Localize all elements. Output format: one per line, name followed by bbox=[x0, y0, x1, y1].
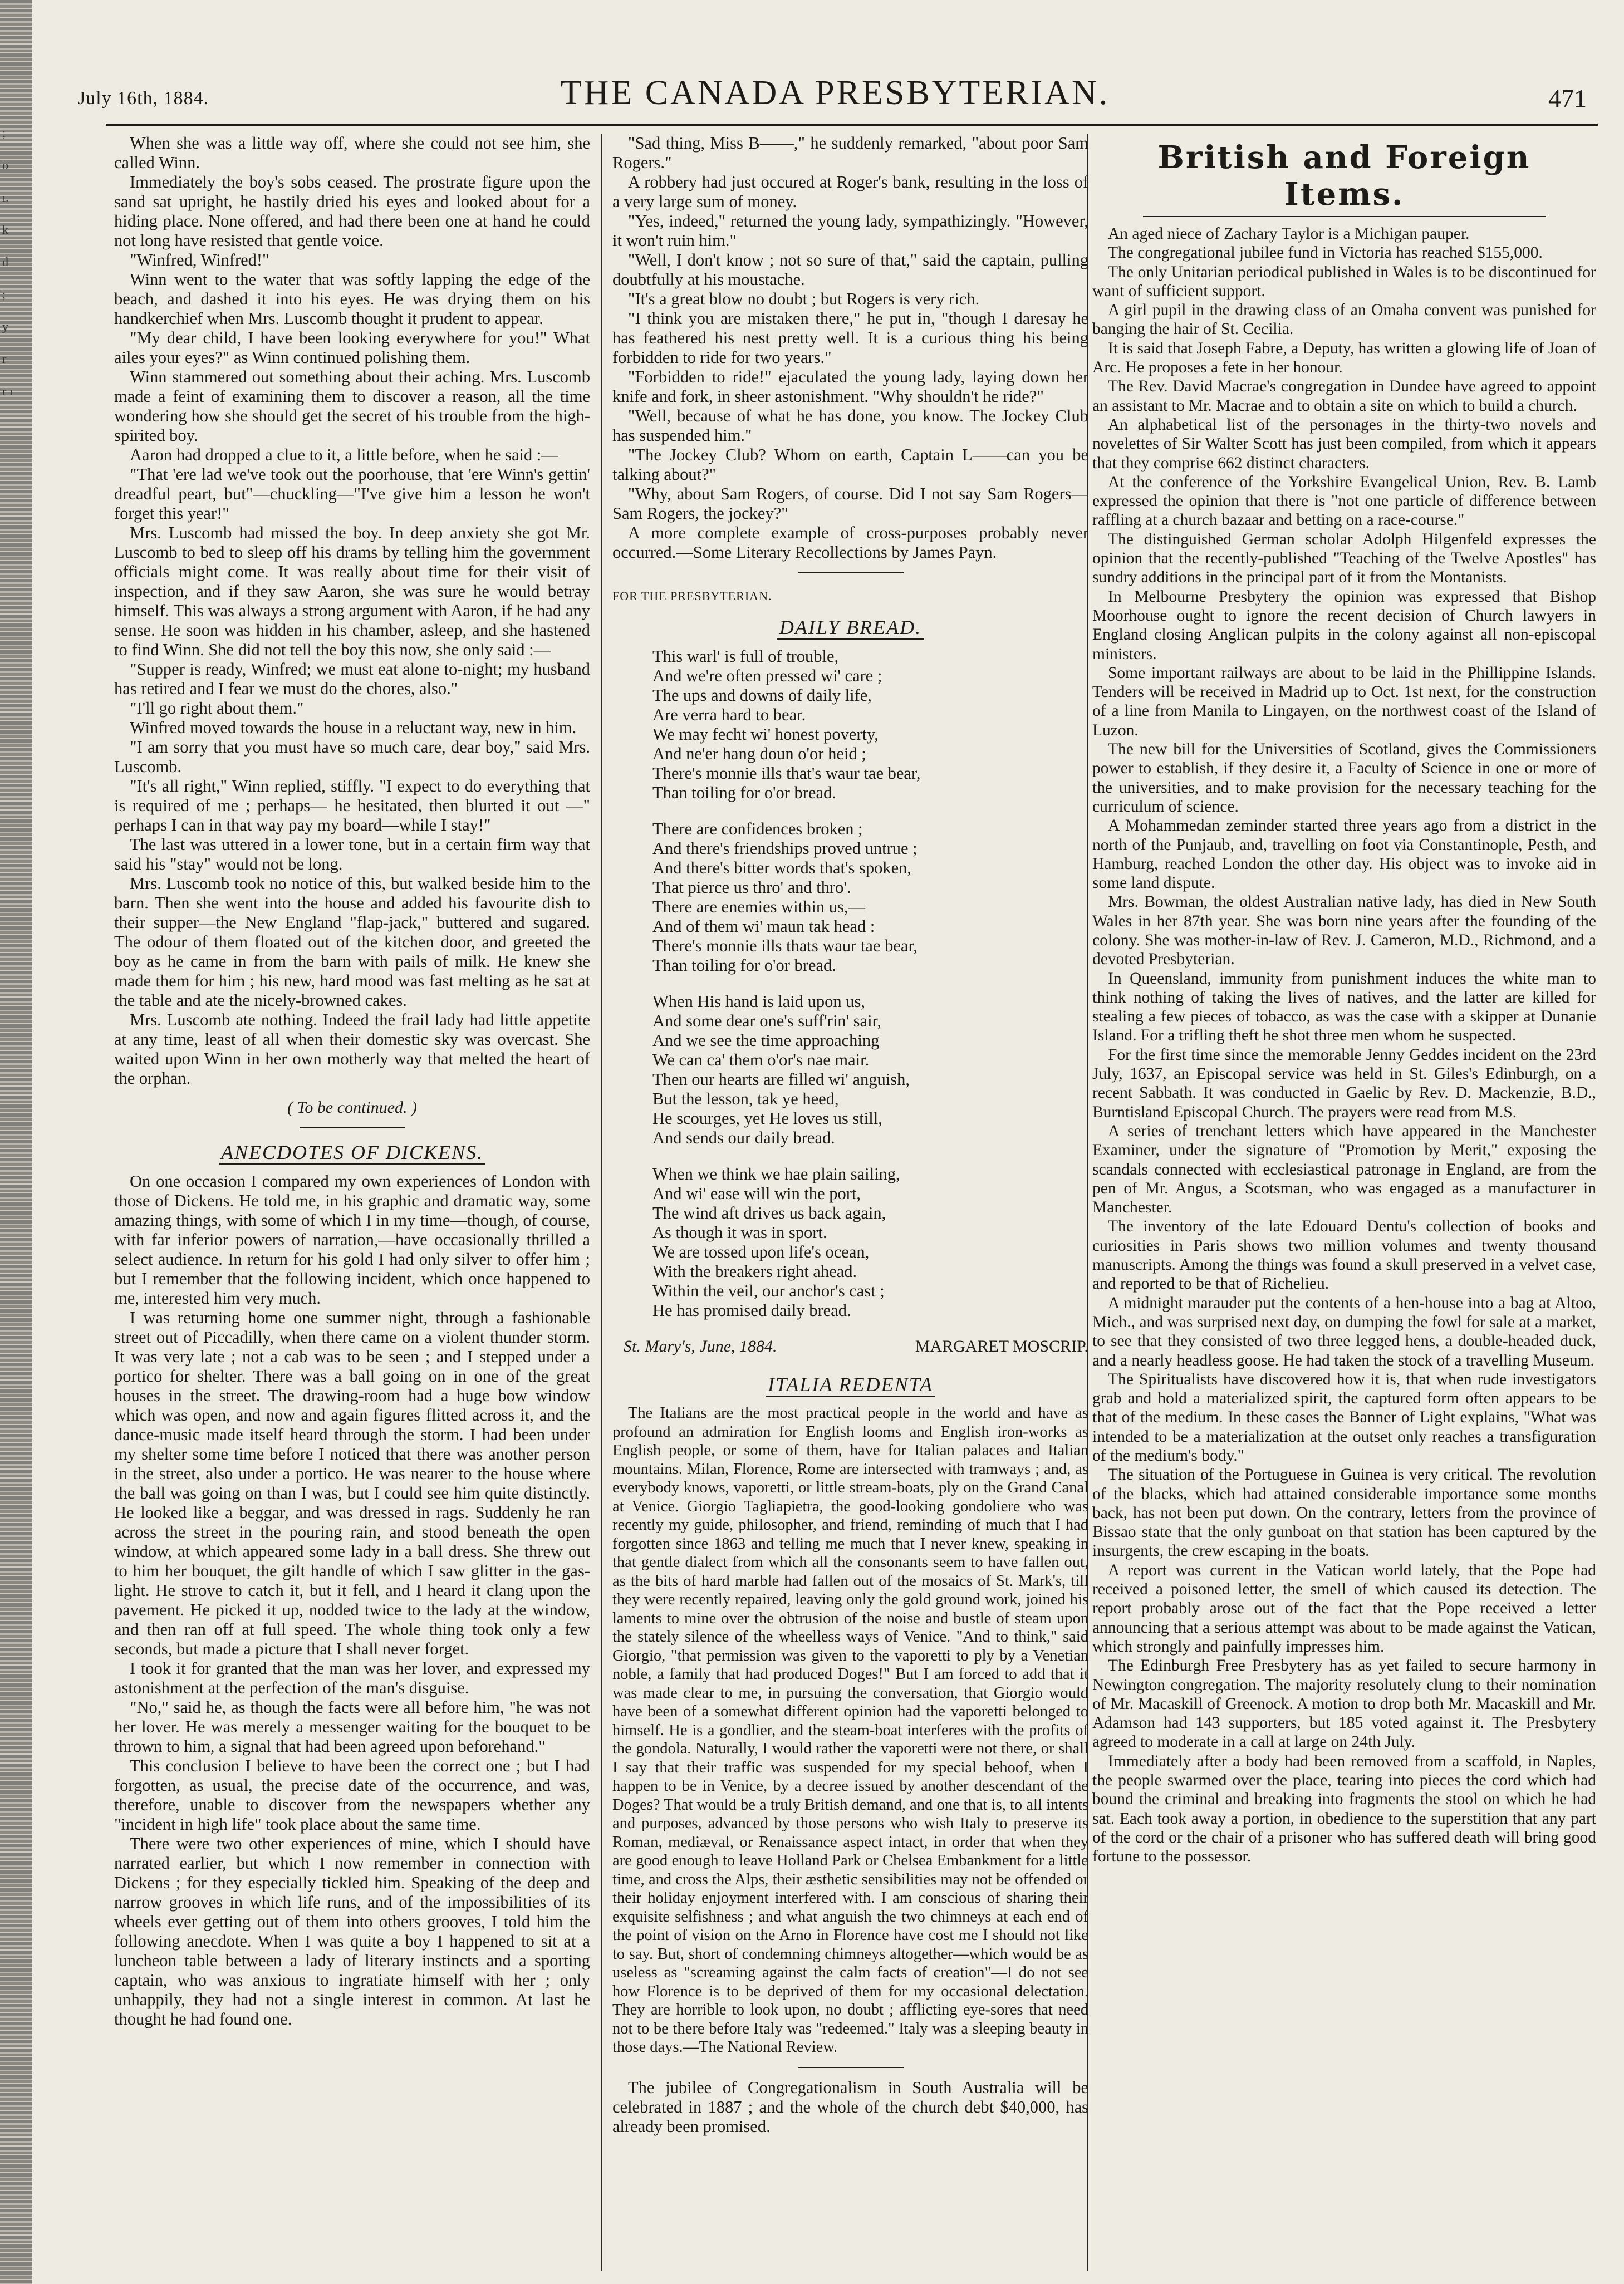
poem-signature bbox=[624, 1337, 1088, 1356]
margin-marks: ; o ı. k d ; y r r ı bbox=[2, 126, 13, 398]
poem-line: Then our hearts are filled wi' anguish, bbox=[652, 1070, 910, 1089]
poem-line: Than toiling for o'or bread. bbox=[652, 956, 836, 975]
story-paragraph: Winn went to the water that was softly lapping the edge of the beach, and dashed it into his eyes. He was drying them on his handkerchief when Mrs. Luscomb thought it prudent to appear. bbox=[114, 270, 590, 328]
poem-stanza bbox=[652, 819, 1088, 975]
story-paragraph: "That 'ere lad we've took out the poorhouse, that 'ere Winn's gettin' dreadful peart, but"—chuckling—"I've give him a lesson he won't forget this year!" bbox=[114, 465, 590, 523]
poem-line: And of them wi' maun tak head : bbox=[652, 917, 875, 936]
header-rule bbox=[106, 124, 1598, 126]
serial-story bbox=[114, 134, 590, 1088]
anecdote-paragraph: "Forbidden to ride!" ejaculated the young lady, laying down her knife and fork, in sheer astonishment. "Why shouldn't he ride?" bbox=[612, 367, 1088, 406]
poem-line: And there's friendships proved untrue ; bbox=[652, 839, 918, 858]
poem-line: And we see the time approaching bbox=[652, 1031, 880, 1050]
news-item: In Melbourne Presbytery the opinion was expressed that Bishop Moorhouse ought to ignore the recent decision of Church lawyers in England closing Anglican pulpits in the colony against all non-episcopal ministers. bbox=[1092, 587, 1596, 663]
to-be-continued: ( To be continued. ) bbox=[287, 1098, 418, 1117]
news-item: At the conference of the Yorkshire Evangelical Union, Rev. B. Lamb expressed the opinion that there is "not one particle of difference between raffling at a church bazaar and betting on a race-course." bbox=[1092, 473, 1596, 529]
story-paragraph: Aaron had dropped a clue to it, a little before, when he said :— bbox=[130, 445, 558, 464]
anecdote-paragraph: A more complete example of cross-purposes probably never occurred.—Some Literary Recollections by James Payn. bbox=[612, 523, 1088, 562]
poem-line: There's monnie ills thats waur tae bear, bbox=[652, 936, 918, 955]
news-item: A girl pupil in the drawing class of an Omaha convent was punished for banging the hair of St. Cecilia. bbox=[1092, 301, 1596, 338]
story-paragraph: "My dear child, I have been looking everywhere for you!" What ailes your eyes?" as Winn continued polishing them. bbox=[114, 328, 590, 367]
poem-line: We are tossed upon life's ocean, bbox=[652, 1242, 870, 1261]
story-paragraph: Mrs. Luscomb ate nothing. Indeed the frail lady had little appetite at any time, least of all when their domestic sky was overcast. She waited upon Winn in her own motherly way that melted the heart of the orphan. bbox=[114, 1010, 590, 1088]
poem-line: Are verra hard to bear. bbox=[652, 705, 806, 724]
poem-line: Than toiling for o'or bread. bbox=[652, 783, 836, 802]
news-item: An alphabetical list of the personages in the thirty-two novels and novelettes of Sir Walter Scott has just been compiled, from which it appears that they comprise 662 distinct characters. bbox=[1092, 415, 1596, 472]
newspaper-title: THE CANADA PRESBYTERIAN. bbox=[560, 74, 1110, 112]
news-item: Immediately after a body had been removed from a scaffold, in Naples, the people swarmed over the place, tearing into pieces the cord which had bound the criminal and breaking into fragments the stool on which he had sat. Each took away a portion, in obedience to the superstition that any part of the cord or the chair of a prisoner who has suffered death will bring good fortune to the possessor. bbox=[1092, 1752, 1596, 1866]
poem-line: That pierce us thro' and thro'. bbox=[652, 878, 851, 897]
poem-line: He has promised daily bread. bbox=[652, 1301, 851, 1320]
anecdote-paragraph: "No," said he, as though the facts were all before him, "he was not her lover. He was merely a messenger waiting for the bouquet to be thrown to him, a signal that had been agreed upon beforehand." bbox=[114, 1698, 590, 1756]
news-section-heading: British and Foreign Items. bbox=[1157, 139, 1531, 213]
story-paragraph: "I'll go right about them." bbox=[130, 699, 304, 718]
anecdote-paragraph: "The Jockey Club? Whom on earth, Captain L——can you be talking about?" bbox=[612, 445, 1088, 484]
poem-line: There are enemies within us,— bbox=[652, 897, 865, 916]
poem-line: The ups and downs of daily life, bbox=[652, 686, 872, 705]
anecdote-paragraph: There were two other experiences of mine, which I should have narrated earlier, but which I now remember in connection with Dickens ; for they especially tickled him. Speaking of the deep and narrow grooves in which life runs, and of the impossibilities of its wheels ever getting out of them into others grooves, I told him the following anecdote. When I was quite a boy I happened to sit at a luncheon table between a lady of literary instincts and a sporting captain, who was anxious to ingratiate himself with her ; only unhappily, they had not a single interest in common. At last he thought he had found one. bbox=[114, 1834, 590, 2028]
page-number: 471 bbox=[1548, 84, 1587, 112]
news-item: The situation of the Portuguese in Guinea is very critical. The revolution of the blacks, which had attained considerable importance some months back, has not been put down. On the contrary, letters from the province of Bissao state that the only gunboat on that station has been captured by the insurgents, the crew escaping in the boats. bbox=[1092, 1466, 1596, 1560]
story-paragraph: "Supper is ready, Winfred; we must eat alone to-night; my husband has retired and I fear we must do the chores, also." bbox=[114, 660, 590, 698]
poem-line: And we're often pressed wi' care ; bbox=[652, 666, 882, 685]
poem-line: The wind aft drives us back again, bbox=[652, 1204, 886, 1222]
anecdote-paragraph: On one occasion I compared my own experiences of London with those of Dickens. He told me, in his graphic and dramatic way, some amazing things, with some of which I in my time—though, of course, with far inferior powers of narration,—have occasionally thrilled a select audience. In return for his gold I had only silver to offer him ; but I remember that the following incident, which once happened to me, interested him very much. bbox=[114, 1172, 590, 1308]
poem-stanza bbox=[652, 992, 1088, 1148]
poem-line: When His hand is laid upon us, bbox=[652, 992, 866, 1011]
story-paragraph: "I am sorry that you must have so much care, dear boy," said Mrs. Luscomb. bbox=[114, 738, 590, 776]
news-item: A midnight marauder put the contents of a hen-house into a bag at Altoo, Mich., and was surprised next day, on dumping the fowl for sale at a market, to see that they consisted of two three legged hens, a double-headed duck, and a nearly headless goose. He had taken the stock of a travelling Museum. bbox=[1092, 1294, 1596, 1369]
anecdote-paragraph: I took it for granted that the man was her lover, and expressed my astonishment at the perfection of the man's disguise. bbox=[114, 1659, 590, 1697]
news-items bbox=[1092, 224, 1596, 1867]
column-2 bbox=[612, 134, 1088, 2274]
anecdote-paragraph: I was returning home one summer night, through a fashionable street out of Piccadilly, when there came on a violent thunder storm. It was very late ; not a cab was to be seen ; and I stepped under a portico for shelter. There was a ball going on in one of the great houses in the street. The drawing-room had a huge bow window which was open, and now and again figures flitted across it, and the dance-music made itself heard through the storm. I had been under my shelter some time before I noticed that there was another person in the street, also under a portico. He was nearer to the house where the ball was going on than I was, but I could see him quite distinctly. He looked like a beggar, and was dressed in rags. Suddenly he ran across the street in the pouring rain, and stood beneath the open window, at which appeared some lady in a ball dress. She threw out to him her bouquet, the gilt handle of which I saw glitter in the gas-light. He strove to catch it, but it fell, and I heard it clang upon the pavement. He picked it up, nodded twice to the lady at the window, and then ran off at full speed. The whole thing took only a few seconds, but made a picture that I shall never forget. bbox=[114, 1308, 590, 1658]
anecdote-paragraph: "Yes, indeed," returned the young lady, sympathizingly. "However, it won't ruin him." bbox=[612, 212, 1088, 250]
poem-line: And some dear one's suff'rin' sair, bbox=[652, 1011, 882, 1030]
poem-body bbox=[612, 647, 1088, 1320]
poem-place-date: St. Mary's, June, 1884. bbox=[624, 1337, 777, 1355]
issue-date: July 16th, 1884. bbox=[78, 88, 209, 109]
poem-stanza bbox=[652, 647, 1088, 803]
news-item: A report was current in the Vatican world lately, that the Pope had received a poisoned letter, the smell of which caused its detection. The report probably arose out of the fact that the Pope received a letter announcing that a serious attempt was about to be made against the Vatican, which strongly and painfully impresses him. bbox=[1092, 1561, 1596, 1656]
poem-title: DAILY BREAD. bbox=[612, 616, 1088, 639]
story-paragraph: "Winfred, Winfred!" bbox=[130, 250, 269, 269]
news-item: The Edinburgh Free Presbytery has as yet failed to secure harmony in Newington congregation. The majority resolutely clung to their nomination of Mr. Macaskill of Greenock. A motion to drop both Mr. Macaskill and Mr. Adamson had 143 supporters, but 185 voted against it. The Presbytery agreed to moderate in a call at large on 24th July. bbox=[1092, 1657, 1596, 1751]
page-header bbox=[78, 71, 1592, 121]
poem-stanza bbox=[652, 1165, 1088, 1320]
news-item: It is said that Joseph Fabre, a Deputy, has written a glowing life of Joan of Arc. He proposes a fete in her honour. bbox=[1092, 339, 1596, 377]
poem-line: We may fecht wi' honest poverty, bbox=[652, 725, 879, 744]
section-rule bbox=[798, 2067, 904, 2068]
anecdote-paragraph: "Well, because of what he has done, you know. The Jockey Club has suspended him." bbox=[612, 406, 1088, 445]
anecdote-paragraph: "Sad thing, Miss B——," he suddenly remarked, "about poor Sam Rogers." bbox=[612, 134, 1088, 172]
column-divider bbox=[601, 134, 602, 2271]
story-paragraph: When she was a little way off, where she could not see him, she called Winn. bbox=[114, 134, 590, 172]
heading-rule bbox=[1143, 215, 1546, 217]
poem-line: And ne'er hang doun o'or heid ; bbox=[652, 744, 866, 763]
poem-line: And wi' ease will win the port, bbox=[652, 1184, 861, 1203]
news-item: Some important railways are about to be laid in the Phillippine Islands. Tenders will be received in Madrid up to Oct. 1st next, for the construction of a line from Manila to Lingayen, on the northwest coast of the Island of Luzon. bbox=[1092, 664, 1596, 739]
poem-line: There's monnie ills that's waur tae bear, bbox=[652, 764, 921, 783]
poem-line: But the lesson, tak ye heed, bbox=[652, 1089, 839, 1108]
story-paragraph: "It's all right," Winn replied, stiffly. "I expect to do everything that is required of me ; perhaps— he hesitated, then blurted it out —" perhaps I can in that way pay my board—while I stay!" bbox=[114, 777, 590, 834]
news-item: For the first time since the memorable Jenny Geddes incident on the 23rd July, 1637, an Episcopal service was held in St. Giles's Edinburgh, on a recent Sabbath. It was conducted in Gaelic by Rev. D. Mackenzie, B.D., Burntisland Episcopal Church. The prayers were read from M.S. bbox=[1092, 1045, 1596, 1121]
anecdote-paragraph: "Why, about Sam Rogers, of course. Did I not say Sam Rogers—Sam Rogers, the jockey?" bbox=[612, 484, 1088, 523]
jubilee-note: The jubilee of Congregationalism in South Australia will be celebrated in 1887 ; and the whole of the church debt $40,000, has already been promised. bbox=[612, 2077, 1088, 2136]
poem-line: When we think we hae plain sailing, bbox=[652, 1165, 900, 1183]
news-item: A Mohammedan zeminder started three years ago from a district in the north of the Punjaub, and, travelling on foot via Constantinople, Pesth, and Hamburg, reached London the other day. His object was to invoke aid in some land dispute. bbox=[1092, 817, 1596, 892]
column-1 bbox=[114, 134, 590, 2274]
news-item: The distinguished German scholar Adolph Hilgenfeld expresses the opinion that the recently-published "Teaching of the Twelve Apostles" has sundry additions in the principal part of it from the Montanists. bbox=[1092, 530, 1596, 587]
poem-line: As though it was in sport. bbox=[652, 1223, 827, 1242]
for-the-presbyterian: FOR THE PRESBYTERIAN. bbox=[612, 589, 772, 603]
story-paragraph: Immediately the boy's sobs ceased. The prostrate figure upon the sand sat upright, he hastily dried his eyes and looked about for a hiding place. None offered, and had there been one at hand he could not long have resisted that gentle voice. bbox=[114, 173, 590, 250]
news-item: The Rev. David Macrae's congregation in Dundee have agreed to appoint an assistant to Mr. Macrae and to obtain a site on which to build a church. bbox=[1092, 377, 1596, 415]
anecdote-paragraph: A robbery had just occured at Roger's bank, resulting in the loss of a very large sum of money. bbox=[612, 173, 1088, 211]
story-paragraph: Mrs. Luscomb had missed the boy. In deep anxiety she got Mr. Luscomb to bed to sleep off his drams by telling him the government officials might come. It was really about time for their visit of inspection, and if they saw Aaron, she was sure he would betray himself. This was always a strong argument with Aaron, if he had any sense. He soon was hidden in his chamber, asleep, and she hastened to find Winn. She did not tell the boy this now, she only said :— bbox=[114, 523, 590, 659]
anecdote-paragraph: "Well, I don't know ; not so sure of that," said the captain, pulling doubtfully at his moustache. bbox=[612, 250, 1088, 289]
poem-line: He scourges, yet He loves us still, bbox=[652, 1109, 882, 1128]
story-paragraph: The last was uttered in a lower tone, but in a certain firm way that said his "stay" would not be long. bbox=[114, 835, 590, 873]
news-item: A series of trenchant letters which have appeared in the Manchester Examiner, under the signature of "Promotion by Merit," exposing the scandals connected with ecclesiastical patronage in England, are from the pen of Mr. Angus, a Scotsman, who was engaged as a manufacturer in Manchester. bbox=[1092, 1122, 1596, 1217]
poem-line: There are confidences broken ; bbox=[652, 819, 863, 838]
anecdote-paragraph: "It's a great blow no doubt ; but Rogers is very rich. bbox=[628, 289, 980, 308]
poem-author: MARGARET MOSCRIP. bbox=[915, 1337, 1088, 1355]
italia-title: ITALIA REDENTA bbox=[612, 1373, 1088, 1396]
column-3 bbox=[1092, 134, 1596, 2274]
news-item: In Queensland, immunity from punishment induces the white man to think nothing of taking the lives of natives, and the latter are killed for stealing a few pieces of tobacco, as was the case with a skipper at Dunanie Island. For a trifling theft he shot three men whom he suspected. bbox=[1092, 969, 1596, 1045]
poem-line: And there's bitter words that's spoken, bbox=[652, 858, 912, 877]
news-item: Mrs. Bowman, the oldest Australian native lady, has died in New South Wales in her 87th year. She was born nine years after the founding of the colony. She was mother-in-law of Rev. J. Cameron, M.D., Richmond, and a devoted Presbyterian. bbox=[1092, 893, 1596, 969]
poem-line: Within the veil, our anchor's cast ; bbox=[652, 1281, 885, 1300]
anecdotes-continued bbox=[612, 134, 1088, 562]
news-item: The inventory of the late Edouard Dentu's collection of books and curiosities in Paris shows two million volumes and twenty thousand manuscripts. Among the things was found a skull preserved in a velvet case, and reported to be that of Richelieu. bbox=[1092, 1217, 1596, 1293]
story-paragraph: Winn stammered out something about their aching. Mrs. Luscomb made a feint of examining them to discover a reason, all the time wondering how she should get the secret of his trouble from the high-spirited boy. bbox=[114, 367, 590, 445]
story-paragraph: Mrs. Luscomb took no notice of this, but walked beside him to the barn. Then she went into the house and added his favourite dish to their supper—the New England "flap-jack," buttered and sugared. The odour of them floated out of the kitchen door, and greeted the boy as he came in from the barn with pails of milk. He knew she made them for him ; his new, hard mood was fast melting as he sat at the table and ate the nicely-browned cakes. bbox=[114, 874, 590, 1010]
section-rule bbox=[798, 572, 904, 573]
italia-paragraph: The Italians are the most practical people in the world and have as profound an admiration for English looms and English iron-works as English people, or some of them, have for Italian palaces and Italian mountains. Milan, Florence, Rome are intersected with tramways ; and, as everybody knows, vaporetti, or little stream-boats, ply on the Grand Canal at Venice. Giorgio Tagliapietra, the good-looking gondoliere who was recently my guide, philosopher, and friend, reminding of much that I had forgotten since 1863 and telling me much that I never knew, speaking in that gentle dialect from which all the consonants seem to have fallen out, as the bits of hard marble had fallen out of the mosaics of St. Mark's, till they were recently repaired, leaving only the gold ground work, joined his laments to mine over the obtrusion of the noise and bustle of steam upon the stately silence of the wheelless ways of Venice. "And to think," said Giorgio, "that permission was given to the vaporetti to ply by a Venetian noble, a family that had produced Doges!" But I am forced to add that it was made clear to me, in pursuing the conversation, that Giorgio would have been of a somewhat different opinion had the vaporetti belonged to himself. He is a gondlier, and the steam-boat interferes with the profits of the gondola. Naturally, I would rather the vaporetti were not there, or shall I say that their traffic was suspended for my special behoof, when I happen to be in Venice, by a decree issued by another descendant of the Doges? That would be a truly British demand, and one that is, to all intents and purposes, advanced by those persons who wish Italy to preserve its Roman, mediæval, or Renaissance aspect intact, in order that when they are good enough to leave Holland Park or Chelsea Embankment for a little time, and cross the Alps, their æsthetic sensibilities may not be offended or their holiday enjoyment interfered with. I am conscious of sharing their exquisite selfishness ; and what anguish the two chimneys at each end of the point of vision on the Arno in Florence have cost me I should not like to say. But, short of condemning chimneys altogether—which would be as useless as "screaming against the calm facts of creation"—I do not see how Florence is to be deprived of them for my occasional delectation. They are horrible to look upon, no doubt ; afflicting eye-sores that need not to be there before Italy was "redeemed." Italy was a sleeping beauty in those days.—The National Review. bbox=[612, 1404, 1088, 2056]
news-item: The congregational jubilee fund in Victoria has reached $155,000. bbox=[1108, 244, 1543, 262]
poem-line: This warl' is full of trouble, bbox=[652, 647, 839, 666]
poem-line: And sends our daily bread. bbox=[652, 1128, 835, 1147]
section-rule bbox=[300, 1127, 405, 1128]
anecdotes-title: ANECDOTES OF DICKENS. bbox=[114, 1141, 590, 1164]
anecdotes-article bbox=[114, 1172, 590, 2029]
italia-article bbox=[612, 1404, 1088, 2057]
anecdote-paragraph: "I think you are mistaken there," he put in, "though I daresay he has feathered his nest pretty well. It is a curious thing his being forbidden to ride for two years." bbox=[612, 309, 1088, 367]
news-item: The Spiritualists have discovered how it is, that when rude investigators grab and hold a materialized spirit, the captured form often appears to be that of the medium. In these cases the Banner of Light explains, "What was intended to be a materialization at the outset only reaches a transfiguration of the medium's body." bbox=[1092, 1370, 1596, 1465]
news-item: The new bill for the Universities of Scotland, gives the Commissioners power to establish, if they desire it, a Faculty of Science in one or more of the universities, and to make provision for the necessary teaching for the curriculum of science. bbox=[1092, 740, 1596, 816]
news-item: An aged niece of Zachary Taylor is a Michigan pauper. bbox=[1108, 225, 1470, 243]
poem-line: We can ca' them o'or's nae mair. bbox=[652, 1050, 870, 1069]
anecdote-paragraph: This conclusion I believe to have been the correct one ; but I had forgotten, as usual, the precise date of the occurrence, and was, therefore, unable to discover from the newspapers whether any "incident in high life" took place about the same time. bbox=[114, 1756, 590, 1834]
poem-line: With the breakers right ahead. bbox=[652, 1262, 857, 1281]
story-paragraph: Winfred moved towards the house in a reluctant way, new in him. bbox=[130, 718, 577, 737]
news-item: The only Unitarian periodical published in Wales is to be discontinued for want of sufficient support. bbox=[1092, 263, 1596, 300]
